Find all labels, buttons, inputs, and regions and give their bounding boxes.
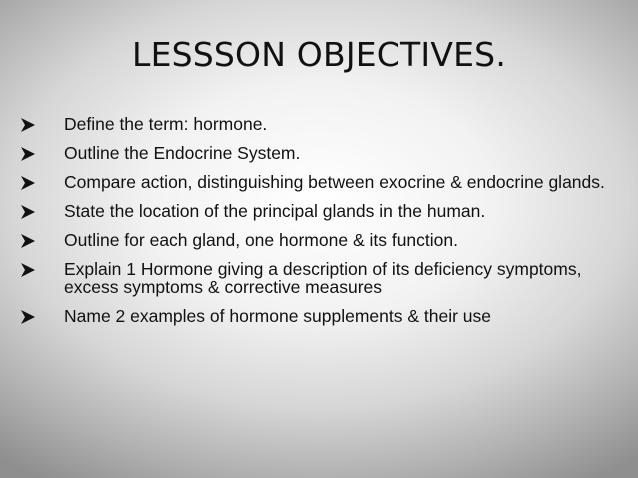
objective-item <box>16 173 626 191</box>
objective-text: State the location of the principal glands in the human. <box>64 201 486 221</box>
objective-text: Explain 1 Hormone giving a description of its deficiency symptoms, excess symptoms & corrective measures <box>64 259 582 297</box>
arrowhead-bullet-icon <box>20 146 36 162</box>
slide-title: LESSSON OBJECTIVES. <box>131 35 507 74</box>
objective-text: Compare action, distinguishing between exocrine & endocrine glands. <box>64 172 605 192</box>
objective-text: Outline the Endocrine System. <box>64 143 301 163</box>
objective-item <box>16 231 626 249</box>
objective-text: Outline for each gland, one hormone & its function. <box>64 230 458 250</box>
objective-item <box>16 202 626 220</box>
objective-text: Define the term: hormone. <box>64 114 268 134</box>
arrowhead-bullet-icon <box>20 262 36 278</box>
arrowhead-bullet-icon <box>20 309 36 325</box>
arrowhead-bullet-icon <box>20 117 36 133</box>
arrowhead-bullet-icon <box>20 175 36 191</box>
arrowhead-bullet-icon <box>20 233 36 249</box>
objective-text: Name 2 examples of hormone supplements & their use <box>64 306 492 326</box>
objective-item <box>16 260 626 296</box>
objective-item <box>16 115 626 133</box>
arrowhead-bullet-icon <box>20 204 36 220</box>
objectives-list <box>16 115 626 336</box>
objective-item <box>16 307 626 325</box>
objective-item <box>16 144 626 162</box>
